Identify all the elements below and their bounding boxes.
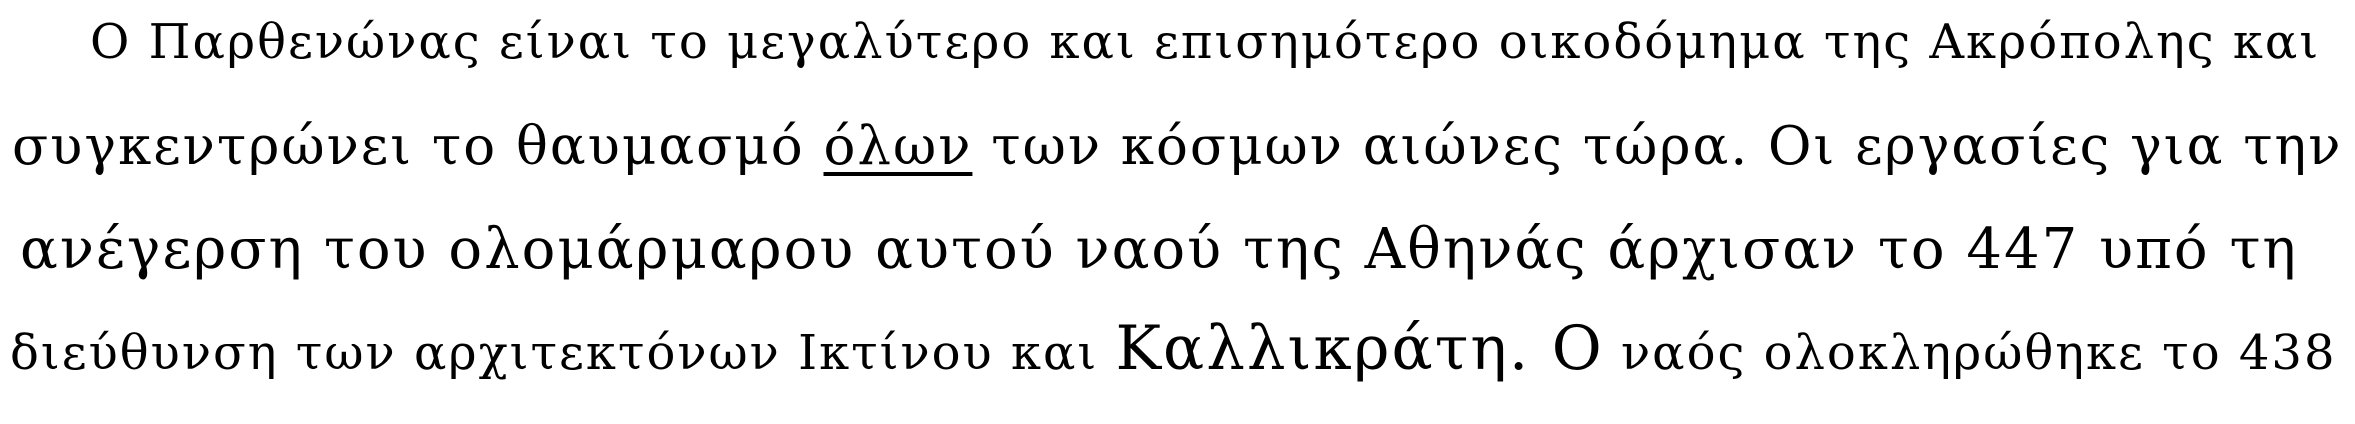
text-line-4-end: ναός ολοκληρώθηκε το 438: [1603, 325, 2337, 381]
emphasized-name: Καλλικράτη. Ο: [1115, 313, 1604, 384]
text-line-3: [0, 217, 2355, 282]
text-line-2: [0, 116, 2355, 177]
underlined-word: όλων: [823, 116, 973, 177]
text-line-4: [0, 313, 2355, 384]
text-line-2-start: συγκεντρώνει το θαυμασμό: [12, 116, 824, 177]
text-line-3-content: ανέγερση του ολομάρμαρου αυτού ναού της Αθηνάς άρχισαν το 447 υπό τη: [20, 217, 2298, 282]
text-line-1-content: Ο Παρθενώνας είναι το μεγαλύτερο και επισημότερο οικοδόμημα της Ακρόπολης και: [90, 14, 2321, 70]
text-line-1: [0, 14, 2355, 70]
text-line-2-end: των κόσμων αιώνες τώρα. Οι εργασίες για την: [972, 116, 2343, 177]
text-line-4-start: διεύθυνση των αρχιτεκτόνων Ικτίνου και: [10, 325, 1116, 381]
